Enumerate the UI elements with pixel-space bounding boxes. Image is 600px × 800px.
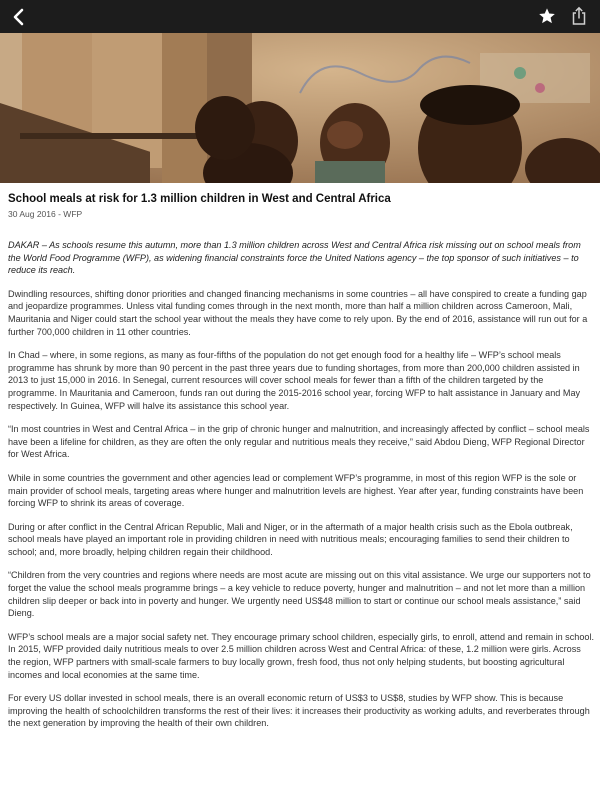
article-intro: DAKAR – As schools resume this autumn, more than 1.3 million children across West and Central Africa risk missing out on school meals from the World Food Programme (WFP), as widening financial constraints force the United Nations agency – the top sponsor of such initiatives – to reduce its reach.	[8, 240, 581, 276]
article-paragraph: While in some countries the government and other agencies lead or complement WFP’s programme, in most of this region WFP is the sole or main provider of school meals, targeting areas where hunger and malnutrition levels are highest. Year after year, funding constraints have been forcing WFP to shrink its areas of coverage.	[8, 472, 584, 509]
share-icon	[569, 6, 589, 26]
chevron-left-icon	[10, 7, 30, 27]
article-title: School meals at risk for 1.3 million children in West and Central Africa	[8, 193, 391, 205]
article-paragraph: “In most countries in West and Central Africa – in the grip of chronic hunger and malnutrition, and increasingly affected by conflict – school meals have been a lifeline for children, as they are often the only regular and nutritious meals they receive,” said Abdou Dieng, WFP Regional Director for West Africa.	[8, 424, 590, 460]
hero-image	[0, 33, 600, 183]
article-paragraph: WFP’s school meals are a major social safety net. They encourage primary school children, especially girls, to enroll, attend and remain in school. In 2015, WFP provided daily nutritious meals to over 2.5 million children across West and Central Africa: of these, 1.2 million were girls. Across the region, WFP partners with small-scale farmers to buy locally grown, fresh food, thus not only helping students, but boosting agricultural incomes and local economies at the same time.	[8, 631, 594, 680]
article-paragraph: “Children from the very countries and regions where needs are most acute are missing out on this vital assistance. We urge our supporters not to forget the value the school meals programme brings – a key vehicle to reduce poverty, hunger and malnutrition – and not let more than a million children slip deeper or back into in poverty and hunger. We urgently need US$48 million to start or continue our school meals assistance,” said Dieng.	[8, 570, 591, 619]
back-button[interactable]	[10, 7, 30, 27]
children-eating-photo	[0, 33, 600, 183]
article-paragraph: Dwindling resources, shifting donor priorities and changed financing mechanisms in some countries – all have conspired to create a funding gap and jeopardize programmes. Unless vital funding comes through in the next month, more than half a million children across Cameroon, Mali, Mauritania and Niger could start the school year without the meals they have come to rely upon. By the end of 2016, assistance will run out for a further 700,000 children in 11 other countries.	[8, 288, 588, 337]
top-toolbar	[0, 0, 600, 33]
article-meta: 30 Aug 2016 - WFP	[8, 209, 83, 219]
star-icon	[538, 7, 556, 25]
article	[8, 192, 594, 773]
bookmark-button[interactable]	[538, 7, 556, 25]
share-button[interactable]	[569, 6, 589, 26]
article-paragraph: For every US dollar invested in school meals, there is an overall economic return of US$3 to US$8, studies by WFP show. This is because improving the health of schoolchildren transforms the rest of their lives: it increases their productivity as working adults, and reverberates through the next generation by improving the health of their own children.	[8, 693, 590, 729]
article-paragraph: In Chad – where, in some regions, as many as four-fifths of the population do not get enough food for a healthy life – WFP’s school meals programme has shrunk by more than 90 percent in the past three years due to funding shortages, from more than 200,000 children assisted in 2013 to just 15,000 in 2016. In Senegal, current resources will cover school meals for fewer than a fifth of the children targeted by the programme. In Mauritania and Cameroon, funds ran out during the 2015-2016 school year, forcing WFP to halt assistance in January and May respectively. In Guinea, WFP will halve its assistance this school year.	[8, 350, 581, 411]
article-paragraph: During or after conflict in the Central African Republic, Mali and Niger, or in the aftermath of a major health crisis such as the Ebola outbreak, school meals have played an important role in providing children in need with nutritious meals; encouraging families to send their children to school; and, more broadly, helping children regain their childhood.	[8, 521, 573, 557]
bottom-margin	[0, 773, 600, 800]
